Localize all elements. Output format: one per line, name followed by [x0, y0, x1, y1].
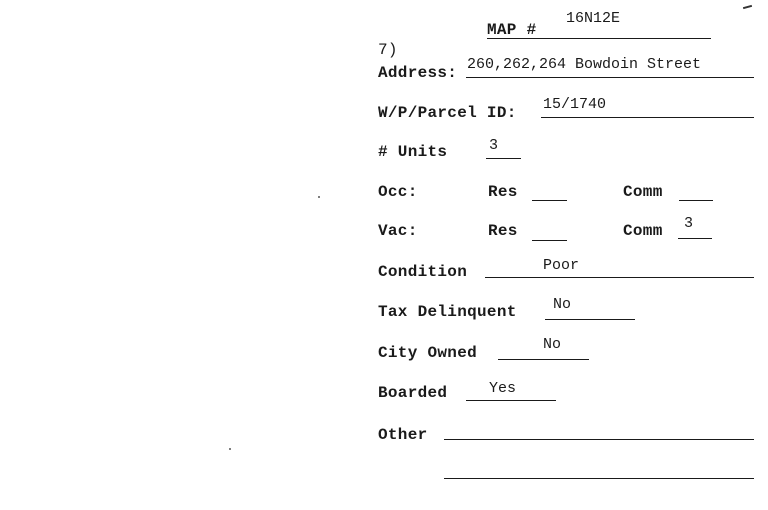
- parcel-id-label: W/P/Parcel ID:: [378, 104, 517, 122]
- parcel-id-underline: [541, 117, 754, 118]
- condition-label: Condition: [378, 263, 468, 281]
- city-owned-value: No: [543, 336, 562, 353]
- item-number: 7): [378, 41, 398, 59]
- vac-comm-underline: [678, 238, 712, 239]
- map-value: 16N12E: [566, 10, 621, 27]
- vac-res-label: Res: [488, 222, 518, 240]
- occ-comm-label: Comm: [623, 183, 663, 201]
- occ-res-label: Res: [488, 183, 518, 201]
- vac-comm-label: Comm: [623, 222, 663, 240]
- tax-delinquent-underline: [545, 319, 635, 320]
- address-label: Address:: [378, 64, 458, 82]
- city-owned-label: City Owned: [378, 344, 478, 362]
- scan-speck: [229, 448, 231, 450]
- boarded-value: Yes: [489, 380, 517, 397]
- units-underline: [486, 158, 521, 159]
- vac-res-underline: [532, 240, 567, 241]
- address-underline: [466, 77, 754, 78]
- units-value: 3: [489, 137, 499, 154]
- occ-label: Occ:: [378, 183, 418, 201]
- map-label: MAP #: [487, 21, 537, 39]
- vac-label: Vac:: [378, 222, 418, 240]
- occ-res-underline: [532, 200, 567, 201]
- other-label: Other: [378, 426, 428, 444]
- address-value: 260,262,264 Bowdoin Street: [467, 56, 702, 73]
- occ-comm-underline: [679, 200, 713, 201]
- map-underline: [487, 38, 711, 39]
- units-label: # Units: [378, 143, 448, 161]
- scan-speck: [318, 196, 320, 198]
- scan-mark: [743, 5, 752, 9]
- other-underline: [444, 439, 754, 440]
- tax-delinquent-value: No: [553, 296, 572, 313]
- city-owned-underline: [498, 359, 589, 360]
- vac-comm-value: 3: [684, 215, 694, 232]
- parcel-id-value: 15/1740: [543, 96, 607, 113]
- boarded-underline: [466, 400, 556, 401]
- other-underline-second: [444, 478, 754, 479]
- boarded-label: Boarded: [378, 384, 448, 402]
- tax-delinquent-label: Tax Delinquent: [378, 303, 517, 321]
- condition-value: Poor: [543, 257, 580, 274]
- condition-underline: [485, 277, 754, 278]
